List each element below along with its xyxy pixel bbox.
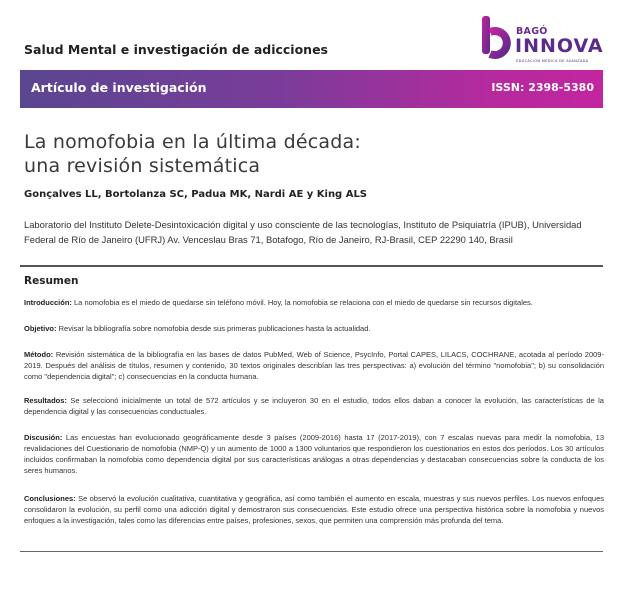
abstract-top-divider (20, 265, 603, 267)
abstract-discussion (24, 432, 604, 476)
abstract-section-text: Se observó la evolución cualitativa, cuantitativa y geográfica, así como también el aumento en escala, muestras y sus nuevos perfiles. Los nuevos enfoques consolidaron la evolución, su perfil como una adicción digital y demostraron sus consecuencias. Este estudio ofrece una perspectiva histórica sobre la nomofobia y nuevos enfoques a la investigación, tales como las diferencias entre países, profesiones, sexos, que permiten una comprensión más profunda del tema. (24, 494, 604, 525)
abstract-section-text: Revisar la bibliografía sobre nomofobia desde sus primeras publicaciones hasta la actualidad. (58, 324, 371, 333)
abstract-heading: Resumen (24, 275, 79, 287)
article-title-line-2: una revisión sistemática (24, 155, 261, 177)
bago-innova-logo (478, 10, 608, 66)
abstract-section-label: Discusión: (24, 433, 63, 442)
journal-name: Salud Mental e investigación de adicciones (24, 42, 328, 57)
abstract-section-text: Revisión sistemática de la bibliografía en las bases de datos PubMed, Web of Science, PsycInfo, Portal CAPES, LILACS, COCHRANE, acotada al período 2009-2019. Después del análisis de títulos, resumen y contenido, 30 textos originales describían las tres perspectivas: a) evolución del término "nomofobia"; b) su consolidación como "dependencia digital"; c) consecuencias en la conducta humana. (24, 350, 604, 381)
abstract-bottom-divider (20, 551, 603, 552)
logo-name-text: INNOVA (515, 35, 604, 57)
abstract-section-text: Se seleccionó inicialmente un total de 572 artículos y se incluyeron 30 en el estudio, todos ellos daban a conocer la evolución, las características de la dependencia digital y las consecuencias conductuales. (24, 396, 604, 416)
abstract-section-label: Conclusiones: (24, 494, 76, 503)
abstract-section-text: La nomofobia es el miedo de quedarse sin teléfono móvil. Hoy, la nomofobia se relaciona con el miedo de quedarse sin recursos digitales. (74, 298, 533, 307)
abstract-method (24, 349, 604, 382)
abstract-section-label: Objetivo: (24, 324, 57, 333)
article-title (24, 130, 584, 178)
abstract-section-label: Introducción: (24, 298, 72, 307)
abstract-conclusions (24, 493, 604, 526)
abstract-section-text: Las encuestas han evolucionado geográficamente desde 3 países (2009-2016) hasta 17 (2017-2019), con 7 escalas nuevas para medir la nomofobia, 13 revalidaciones del Cuestionario de nomofobia (NMP-Q) y un aumento de 1000 a 1300 voluntarios que respondieron los cuestionarios en estos dos períodos. Los 30 artículos incluidos confirmaban la nomofobia como dependencia digital por sus características análogas a otras dependencias y destacaban consecuencias sobre la conducta de los seres humanos. (24, 433, 604, 475)
abstract-objective (24, 323, 604, 334)
author-affiliation: Laboratorio del Instituto Delete-Desintoxicación digital y uso consciente de las tecnologías, Instituto de Psiquiatría (IPUB), Universidad Federal de Río de Janeiro (UFRJ) Av. Venceslau Bras 71, Botafogo, Río de Janeiro, RJ-Brasil, CEP 22290 140, Brasil (24, 219, 582, 245)
logo-b-mark-icon (478, 14, 518, 60)
abstract-section-label: Resultados: (24, 396, 67, 405)
article-authors: Gonçalves LL, Bortolanza SC, Padua MK, Nardi AE y King ALS (24, 189, 368, 200)
logo-tagline: EDUCACIÓN MÉDICA DE AVANZADA (516, 59, 589, 63)
abstract-introduction (24, 297, 604, 308)
article-type-label: Artículo de investigación (31, 80, 207, 95)
article-type-banner (20, 70, 603, 108)
abstract-results (24, 395, 604, 417)
article-title-line-1: La nomofobia en la última década: (24, 131, 361, 153)
logo-brand-text: BAGÓ (516, 26, 548, 37)
abstract-section-label: Método: (24, 350, 54, 359)
issn-label: ISSN: 2398-5380 (491, 81, 594, 94)
